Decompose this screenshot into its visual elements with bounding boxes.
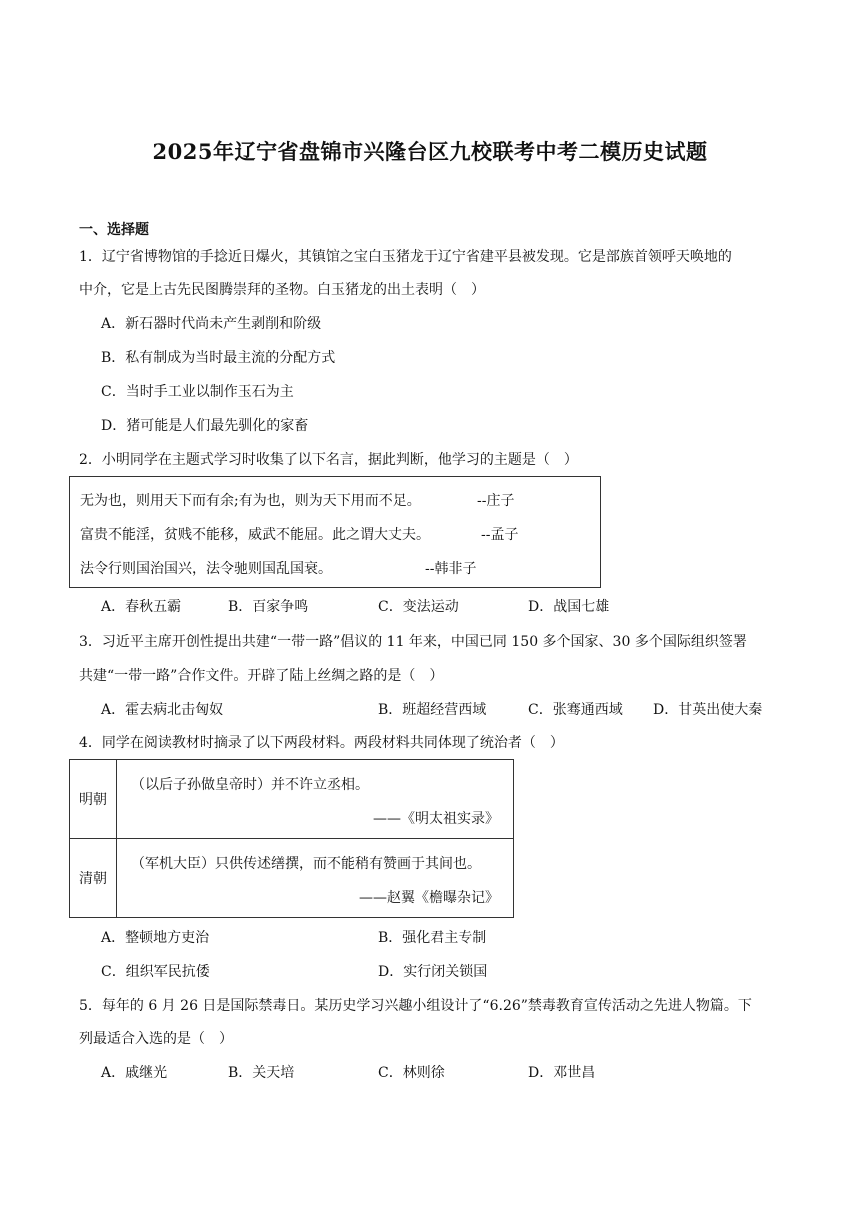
table-row xyxy=(70,760,514,839)
q4-material-text: （军机大臣）只供传述缮撰，而不能稍有赞画于其间也。 xyxy=(131,856,481,872)
q1-stem-line2: 中介，它是上古先民图腾崇拜的圣物。白玉猪龙的出土表明（ ） xyxy=(79,282,485,298)
q2-source-1: --庄子 xyxy=(477,493,515,509)
q4-stem: 4．同学在阅读教材时摘录了以下两段材料。两段材料共同体现了统治者（ ） xyxy=(79,735,564,751)
q5-stem-line1: 5．每年的 6 月 26 日是国际禁毒日。某历史学习兴趣小组设计了“6.26”禁毒教育宣传活动之先进人物篇。下 xyxy=(79,998,752,1014)
q3-stem-line2: 共建“一带一路”合作文件。开辟了陆上丝绸之路的是（ ） xyxy=(79,668,444,684)
q2-quote-box xyxy=(69,476,601,588)
q2-option-c: C．变法运动 xyxy=(378,599,459,615)
q4-dynasty-qing: 清朝 xyxy=(70,839,117,918)
q2-quote-2: 富贵不能淫，贫贱不能移，威武不能屈。此之谓大丈夫。 xyxy=(80,527,430,543)
table-row xyxy=(70,839,514,918)
q5-option-c: C．林则徐 xyxy=(378,1065,445,1081)
q4-material-table xyxy=(69,759,514,918)
q2-quote-3: 法令行则国治国兴，法令驰则国乱国衰。 xyxy=(80,561,332,577)
q1-option-d: D．猪可能是人们最先驯化的家畜 xyxy=(101,418,309,434)
q5-stem-line2: 列最适合入选的是（ ） xyxy=(79,1031,233,1047)
q3-option-b: B．班超经营西域 xyxy=(378,702,487,718)
q4-option-d: D．实行闭关锁国 xyxy=(378,964,488,980)
q4-material-text: （以后子孙做皇帝时）并不许立丞相。 xyxy=(131,777,369,793)
q2-stem: 2．小明同学在主题式学习时收集了以下名言，据此判断，他学习的主题是（ ） xyxy=(79,452,578,468)
q4-material-source: ——赵翼《檐曝杂记》 xyxy=(359,890,499,906)
q4-option-c: C．组织军民抗倭 xyxy=(101,964,210,980)
q3-option-a: A．霍去病北击匈奴 xyxy=(101,702,224,718)
q1-option-c: C．当时手工业以制作玉石为主 xyxy=(101,384,294,400)
q2-option-b: B．百家争鸣 xyxy=(228,599,309,615)
q3-option-c: C．张骞通西域 xyxy=(528,702,623,718)
q2-option-d: D．战国七雄 xyxy=(528,599,610,615)
q4-dynasty-ming: 明朝 xyxy=(70,760,117,839)
q2-source-3: --韩非子 xyxy=(425,561,477,577)
q4-material-qing xyxy=(117,839,514,918)
page-title: 2025年辽宁省盘锦市兴隆台区九校联考中考二模历史试题 xyxy=(152,139,708,164)
q3-stem-line1: 3．习近平主席开创性提出共建“一带一路”倡议的 11 年来，中国已同 150 多个国家、30 多个国际组织签署 xyxy=(79,634,747,650)
q2-option-a: A．春秋五霸 xyxy=(101,599,182,615)
q5-option-b: B．关天培 xyxy=(228,1065,295,1081)
q2-quote-1: 无为也，则用天下而有余;有为也，则为天下用而不足。 xyxy=(80,493,421,509)
q4-material-source: ——《明太祖实录》 xyxy=(373,811,499,827)
q4-material-ming xyxy=(117,760,514,839)
q1-stem-line1: 1．辽宁省博物馆的手捻近日爆火，其镇馆之宝白玉猪龙于辽宁省建平县被发现。它是部族首领呼天唤地的 xyxy=(79,249,732,265)
q1-option-b: B．私有制成为当时最主流的分配方式 xyxy=(101,350,336,366)
q4-option-a: A．整顿地方吏治 xyxy=(101,930,210,946)
q2-source-2: --孟子 xyxy=(481,527,519,543)
q3-option-d: D．甘英出使大秦 xyxy=(653,702,763,718)
q5-option-d: D．邓世昌 xyxy=(528,1065,596,1081)
q1-option-a: A．新石器时代尚未产生剥削和阶级 xyxy=(101,316,322,332)
q5-option-a: A．戚继光 xyxy=(101,1065,168,1081)
q4-option-b: B．强化君主专制 xyxy=(378,930,487,946)
section-heading: 一、选择题 xyxy=(79,222,149,238)
